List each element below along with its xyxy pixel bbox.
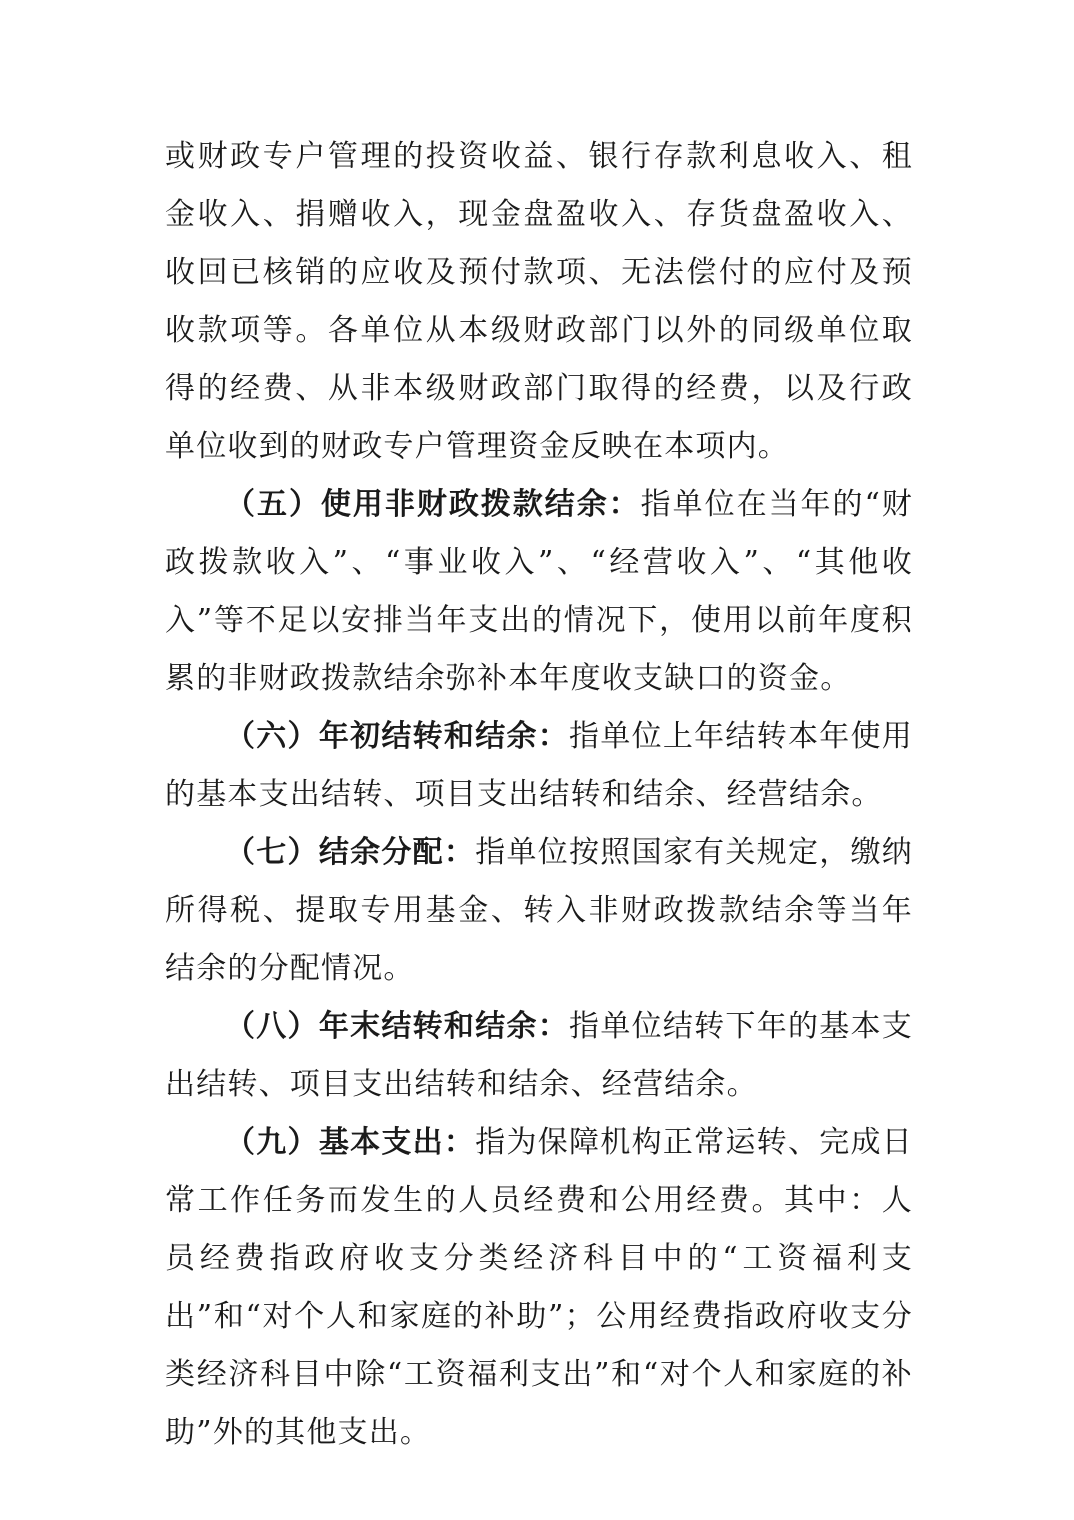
paragraph-term: （五）使用非财政拨款结余： [225,487,641,522]
document-page [165,128,913,1462]
paragraph-text: 或财政专户管理的投资收益、银行存款利息收入、租金收入、捐赠收入，现金盘盈收入、存货盘盈收入、收回已核销的应收及预付款项、无法偿付的应付及预收款项等。各单位从本级财政部门以外的同级单位取得的经费、从非本级财政部门取得的经费，以及行政单位收到的财政专户管理资金反映在本项内。 [165,139,913,464]
paragraph-text: 指单位结转下年的基本支出结转、项目支出结转和结余、经营结余。 [165,1009,914,1102]
paragraph-text: 指单位按照国家有关规定，缴纳所得税、提取专用基金、转入非财政拨款结余等当年结余的分配情况。 [165,835,913,986]
paragraph-text: 指单位在当年的“财政拨款收入”、“事业收入”、“经营收入”、“其他收入”等不足以安排当年支出的情况下，使用以前年度积累的非财政拨款结余弥补本年度收支缺口的资金。 [165,487,913,696]
paragraph-item-8 [165,998,913,1114]
paragraph-text: 指单位上年结转本年使用的基本支出结转、项目支出结转和结余、经营结余。 [165,719,914,812]
paragraph-item-6 [165,708,913,824]
paragraph-term: （九）基本支出： [225,1125,476,1160]
paragraph-item-5 [165,476,913,708]
paragraph-item-7 [165,824,913,998]
paragraph-term: （七）结余分配： [225,835,476,870]
paragraph-item-9 [165,1114,913,1462]
paragraph-term: （六）年初结转和结余： [225,719,570,754]
paragraph-text: 指为保障机构正常运转、完成日常工作任务而发生的人员经费和公用经费。其中：人员经费指政府收支分类经济科目中的“工资福利支出”和“对个人和家庭的补助”；公用经费指政府收支分类经济科目中除“工资福利支出”和“对个人和家庭的补助”外的其他支出。 [165,1125,913,1450]
paragraph-continuation [165,128,913,476]
paragraph-term: （八）年末结转和结余： [225,1009,570,1044]
